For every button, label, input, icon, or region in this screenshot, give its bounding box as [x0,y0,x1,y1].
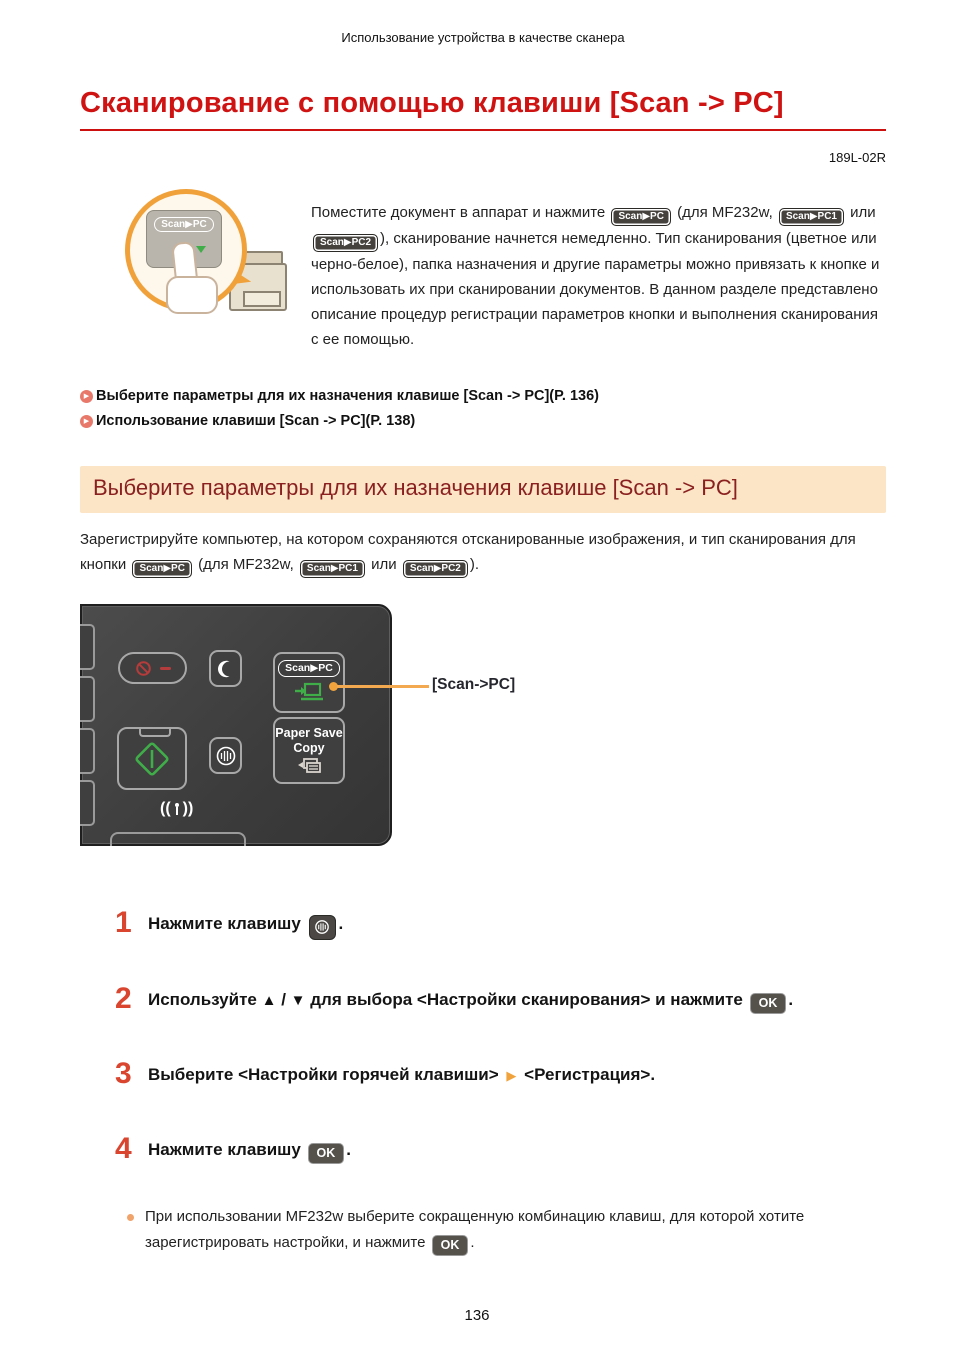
ok-key-image: OK [432,1235,469,1256]
up-arrow-icon: ▲ [261,991,277,1009]
scanpc-key-image: Scan▶PC [611,208,670,226]
section-text-2: (для MF232w, [198,556,294,574]
wifi-icon [160,800,193,818]
step-text: для выбора <Настройки сканирования> и нажмите [310,989,743,1009]
step-instruction [148,1134,351,1164]
illustration-circle [125,189,247,311]
start-icon [131,738,173,780]
menu-key-image [309,915,336,940]
scanpc2-key-image: Scan▶PC2 [313,234,378,252]
stop-icon [135,660,152,677]
panel-scanpc-label: Scan▶PC [278,660,340,677]
moon-icon [216,659,236,679]
copy-label: Copy [293,741,325,756]
procedure-steps [115,908,886,1164]
step-3 [115,1056,886,1090]
note-item [127,1204,839,1256]
down-arrow-icon: ▼ [290,991,306,1009]
note-text-1: При использовании MF232w выберите сокращенную комбинацию клавиш, для которой хотите зарегистрировать настройки, и нажмите [145,1207,805,1251]
scanpc1-key-image: Scan▶PC1 [300,560,365,578]
control-panel-figure [80,604,886,846]
section-text-1: Зарегистрируйте компьютер, на котором сохраняются отсканированные изображения, и тип сканирования для кнопки [80,531,856,574]
scan-to-pc-icon [293,681,325,705]
step-text: . [338,914,344,934]
start-button-notch [139,729,171,737]
callout-label: [Scan->PC] [432,676,516,694]
link-arrow-icon: ▶ [80,415,93,428]
panel-bottom-tab [110,832,246,846]
section-text-3: или [371,556,397,574]
section-heading: Выберите параметры для их назначения клавише [Scan -> PC] [80,466,886,513]
wifi-arc-left: (( [160,800,171,818]
sleep-button [209,650,242,687]
link-label: Использование клавиши [Scan -> PC](P. 138) [96,413,416,430]
link-label: Выберите параметры для их назначения клавише [Scan -> PC](P. 136) [96,388,600,405]
step-text: . [346,1139,352,1159]
step-text: Нажмите клавишу [148,1139,301,1159]
step-number: 2 [115,981,132,1015]
step-text: <Регистрация>. [524,1064,656,1084]
hand-icon [166,276,218,314]
printer-tray [243,291,281,307]
partial-key [80,676,95,722]
wifi-antenna [172,800,182,818]
minus-icon [160,667,171,670]
step-text: Используйте [148,989,257,1009]
partial-key [80,624,95,670]
link-assign-settings[interactable] [80,385,886,407]
control-panel [80,604,392,846]
running-header: Использование устройства в качестве сканера [341,30,625,45]
partial-key [80,728,95,774]
bullet-icon [127,1214,134,1221]
note-text-2: . [470,1233,475,1251]
paper-save-label: Paper Save [275,726,343,741]
page-number: 136 [464,1307,490,1324]
proceed-arrow-icon: ▶ [506,1067,517,1083]
intro-paragraph [311,200,886,352]
intro-text-4: ), сканирование начнется немедленно. Тип сканирования (цветное или черно-белое), папка назначения и другие параметры можно привязать к кнопке и использовать их при сканировании документов. В данном разделе представлено описание процедур регистрации параметров кнопки и выполнения сканирования с ее помощью. [311,230,880,349]
scanpc-key-image: Scan▶PC [132,560,191,578]
intro-text-1: Поместите документ в аппарат и нажмите [311,204,606,222]
ok-key-image: OK [750,993,787,1014]
intro-text-3: или [850,204,876,222]
scan-key-illustration [125,185,287,323]
step-number: 3 [115,1056,132,1090]
step-instruction [148,1059,655,1090]
menu-key-icon [314,919,330,935]
related-links [80,385,886,432]
illustration-scanpc-label: Scan▶PC [154,217,213,232]
step-text: / [281,989,286,1009]
intro-text-2: (для MF232w, [677,204,773,222]
manual-page [80,0,886,1256]
scanpc1-key-image: Scan▶PC1 [779,208,844,226]
step-4 [115,1131,886,1165]
step-text: Выберите <Настройки горячей клавиши> [148,1064,499,1084]
stop-button [118,652,187,684]
density-icon [215,745,237,767]
step-text: Нажмите клавишу [148,914,301,934]
note-text [145,1204,839,1256]
link-use-key[interactable] [80,410,886,432]
step-text: . [788,989,794,1009]
step-number: 1 [115,906,132,940]
density-button [209,737,242,774]
scanpc2-key-image: Scan▶PC2 [403,560,468,578]
step-number: 4 [115,1131,132,1165]
step-1 [115,908,886,940]
partial-key [80,780,95,826]
step-instruction [148,984,793,1015]
callout-line [337,685,429,688]
page-title: Сканирование с помощью клавиши [Scan -> PC] [80,87,886,131]
paper-save-copy-key [273,717,345,784]
step-instruction [148,908,343,940]
wifi-arc-right: )) [182,800,194,818]
link-arrow-icon: ▶ [80,390,93,403]
paper-save-copy-icon [296,757,322,775]
step-2 [115,981,886,1015]
doc-code: 189L-02R [828,150,886,166]
press-indicator-icon [196,246,206,253]
section-text-4: ). [469,556,480,574]
intro-section [80,185,886,367]
section-paragraph [80,527,886,578]
ok-key-image: OK [308,1143,345,1164]
start-button [117,727,187,790]
